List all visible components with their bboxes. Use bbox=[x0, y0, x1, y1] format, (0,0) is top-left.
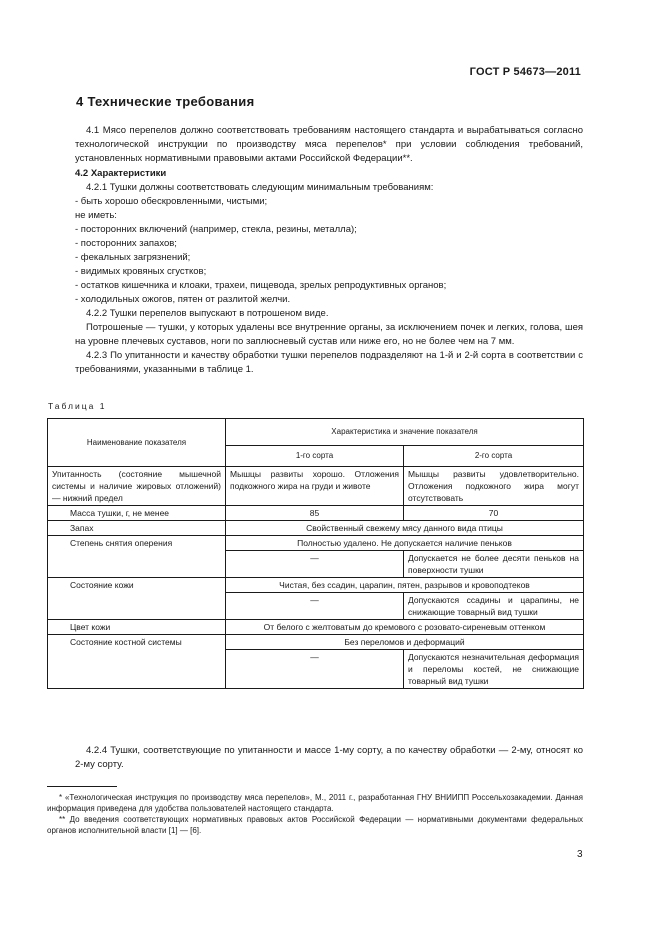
row-feathers-grade-1: — bbox=[226, 551, 404, 578]
footnote-divider bbox=[47, 786, 117, 787]
paragraph-4-2-2: 4.2.2 Тушки перепелов выпускают в потрошеном виде. bbox=[86, 308, 329, 319]
list-item: - холодильных ожогов, пятен от разлитой желчи. bbox=[75, 294, 291, 305]
row-name-feathers: Степень снятия оперения bbox=[48, 536, 226, 578]
row-name-bones: Состояние костной системы bbox=[48, 635, 226, 689]
table-row bbox=[48, 521, 584, 536]
row-name-skin-color: Цвет кожи bbox=[48, 620, 226, 635]
table-row bbox=[48, 467, 584, 506]
row-skin-value: Чистая, без ссадин, царапин, пятен, разрывов и кровоподтеков bbox=[226, 578, 584, 593]
paragraph-4-1-text: 4.1 Мясо перепелов должно соответствовать требованиям настоящего стандарта и вырабатываться согласно технологической инструкции по производству мяса перепелов* при условии соблюдения требований, установленных нормативными правовыми актами Российской Федерации**. bbox=[75, 125, 583, 164]
paragraph-4-1 bbox=[75, 124, 583, 166]
table-header-row bbox=[48, 419, 584, 446]
requirements-table bbox=[47, 418, 584, 689]
footnotes bbox=[47, 792, 583, 836]
header-grade-2: 2-го сорта bbox=[404, 446, 584, 467]
footnote-2: ** До введения соответствующих нормативных правовых актов Российской Федерации — нормативными документами федеральных органов исполнительной власти [1] — [6]. bbox=[47, 815, 583, 835]
row-feathers-value: Полностью удалено. Не допускается наличие пеньков bbox=[226, 536, 584, 551]
not-have-label: не иметь: bbox=[75, 210, 117, 221]
row-name-smell: Запах bbox=[48, 521, 226, 536]
list-item: - фекальных загрязнений; bbox=[75, 252, 191, 263]
list-item: - видимых кровяных сгустков; bbox=[75, 266, 207, 277]
subsection-4-2 bbox=[75, 167, 583, 377]
list-item: - быть хорошо обескровленными, чистыми; bbox=[75, 196, 268, 207]
table-caption: Таблица 1 bbox=[48, 401, 107, 411]
row-bones-grade-2: Допускаются незначительная деформация и переломы костей, не снижающие товарный вид тушки bbox=[404, 650, 584, 689]
row-bones-value: Без переломов и деформаций bbox=[226, 635, 584, 650]
row-name-mass: Масса тушки, г, не менее bbox=[48, 506, 226, 521]
table-row bbox=[48, 635, 584, 650]
row-skin-color-value: От белого с желтоватым до кремового с розовато-сиреневым оттенком bbox=[226, 620, 584, 635]
row-fatness-grade-2: Мышцы развиты удовлетворительно. Отложения подкожного жира могут отсутствовать bbox=[404, 467, 584, 506]
list-item: - посторонних запахов; bbox=[75, 238, 177, 249]
standard-header: ГОСТ Р 54673—2011 bbox=[469, 66, 581, 78]
row-mass-grade-2: 70 bbox=[404, 506, 584, 521]
list-item: - остатков кишечника и клоаки, трахеи, пищевода, зрелых репродуктивных органов; bbox=[75, 280, 447, 291]
table-row bbox=[48, 620, 584, 635]
row-bones-grade-1: — bbox=[226, 650, 404, 689]
paragraph-4-2-4 bbox=[75, 744, 583, 772]
table-row bbox=[48, 506, 584, 521]
row-fatness-grade-1: Мышцы развиты хорошо. Отложения подкожного жира на груди и животе bbox=[226, 467, 404, 506]
row-skin-grade-1: — bbox=[226, 593, 404, 620]
row-skin-grade-2: Допускаются ссадины и царапины, не снижающие товарный вид тушки bbox=[404, 593, 584, 620]
row-mass-grade-1: 85 bbox=[226, 506, 404, 521]
paragraph-4-2-1: 4.2.1 Тушки должны соответствовать следующим минимальным требованиям: bbox=[86, 182, 434, 193]
table-row bbox=[48, 536, 584, 551]
subsection-4-2-title: 4.2 Характеристики bbox=[75, 168, 167, 179]
header-grade-1: 1-го сорта bbox=[226, 446, 404, 467]
paragraph-4-2-3: 4.2.3 По упитанности и качеству обработки тушки перепелов подразделяют на 1-й и 2-й сорта в соответствии с требованиями, указанными в таблице 1. bbox=[75, 350, 583, 375]
paragraph-4-2-2-definition: Потрошеные — тушки, у которых удалены все внутренние органы, за исключением почек и легких, голова, шея на уровне плечевых суставов, ноги по заплюсневый сустав или ниже его, но не более чем на 7 мм. bbox=[75, 322, 583, 347]
row-name-fatness: Упитанность (состояние мышечной системы и наличие жировых отложений) — нижний предел bbox=[48, 467, 226, 506]
header-indicator-name: Наименование показателя bbox=[48, 419, 226, 467]
paragraph-4-2-4-text: 4.2.4 Тушки, соответствующие по упитанности и массе 1-му сорту, а по качеству обработки — 2-му, относят ко 2-му сорту. bbox=[75, 745, 583, 770]
table-row bbox=[48, 578, 584, 593]
row-name-skin: Состояние кожи bbox=[48, 578, 226, 620]
section-title: 4 Технические требования bbox=[76, 94, 255, 109]
page-number: 3 bbox=[577, 849, 583, 860]
footnote-1: * «Технологическая инструкция по производству мяса перепелов», М., 2011 г., разработанная ГНУ ВНИИПП Россельхозакадемии. Данная информация приведена для удобства пользователей настоящего стандарта. bbox=[47, 793, 583, 813]
header-characteristic: Характеристика и значение показателя bbox=[226, 419, 584, 446]
list-item: - посторонних включений (например, стекла, резины, металла); bbox=[75, 224, 357, 235]
row-smell-value: Свойственный свежему мясу данного вида птицы bbox=[226, 521, 584, 536]
row-feathers-grade-2: Допускается не более десяти пеньков на поверхности тушки bbox=[404, 551, 584, 578]
